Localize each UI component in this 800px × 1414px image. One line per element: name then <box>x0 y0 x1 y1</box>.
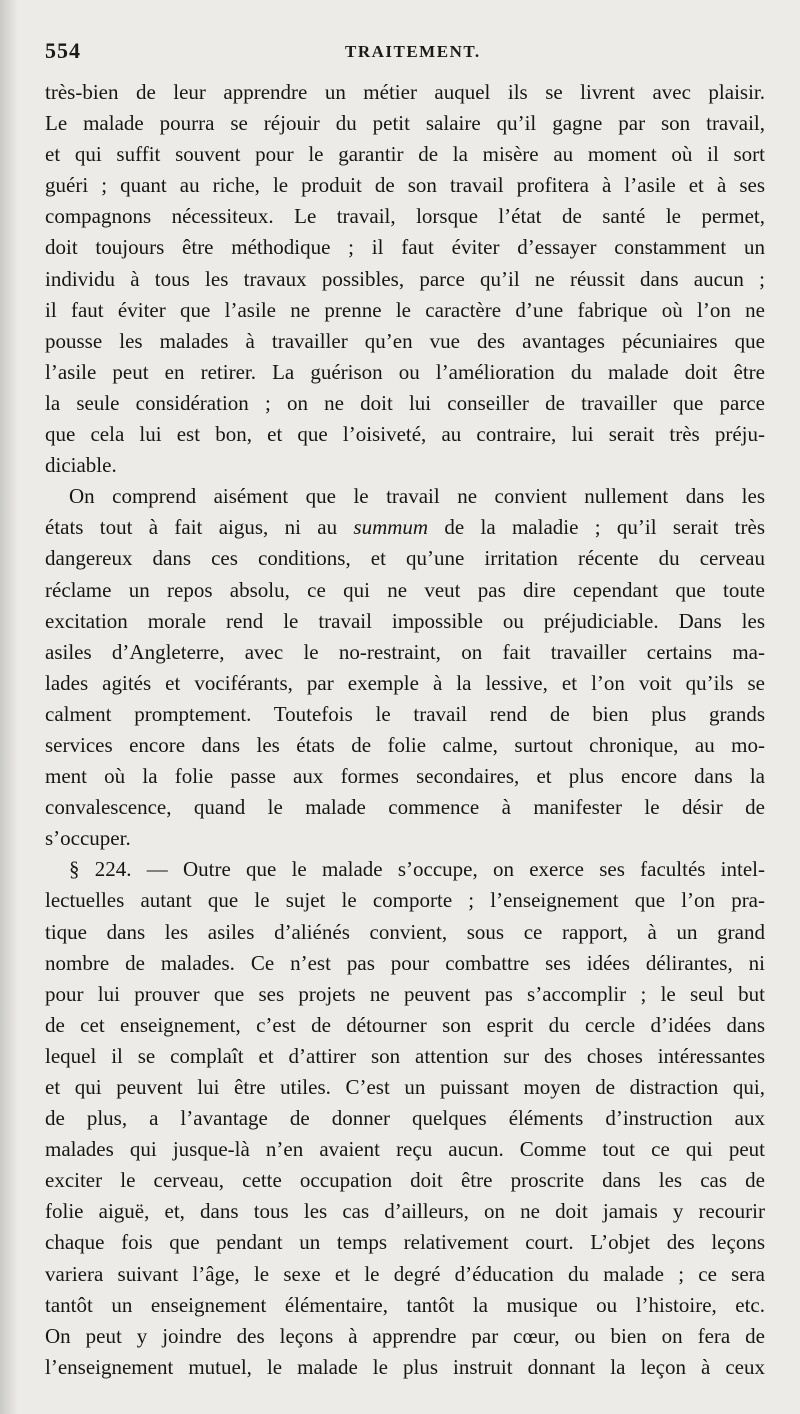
text-segment: états tout à fait aigus, ni au <box>45 515 354 540</box>
text-line: pousse les malades à travailler qu’en vue des avantages pécuniaires que <box>45 328 765 353</box>
text-line: individu à tous les travaux possibles, parce qu’il ne réussit dans aucun ; <box>45 266 765 291</box>
text-line: variera suivant l’âge, le sexe et le degré d’éducation du malade ; ce sera <box>45 1261 765 1286</box>
text-line: s’occuper. <box>45 826 131 851</box>
text-line: chaque fois que pendant un temps relativement court. L’objet des leçons <box>45 1230 765 1255</box>
text-line: tique dans les asiles d’aliénés convient, sous ce rapport, à un grand <box>45 919 765 944</box>
text-line: convalescence, quand le malade commence à manifester le désir de <box>45 795 765 820</box>
running-head: TRAITEMENT. <box>345 42 481 61</box>
text-line: calment promptement. Toutefois le travail rend de bien plus grands <box>45 701 765 726</box>
page-header <box>45 38 765 68</box>
text-line: de plus, a l’avantage de donner quelques éléments d’instruction aux <box>45 1106 765 1131</box>
text-line: excitation morale rend le travail impossible ou préjudiciable. Dans les <box>45 608 765 633</box>
text-line: services encore dans les états de folie calme, surtout chronique, au mo- <box>45 732 765 757</box>
text-line: On peut y joindre des leçons à apprendre par cœur, ou bien on fera de <box>45 1323 765 1348</box>
binding-shadow <box>0 0 18 1414</box>
text-line: il faut éviter que l’asile ne prenne le caractère d’une fabrique où l’on ne <box>45 297 765 322</box>
text-line: dangereux dans ces conditions, et qu’une irritation récente du cerveau <box>45 546 765 571</box>
paragraph-2 <box>45 481 765 854</box>
text-line: lequel il se complaît et d’attirer son attention sur des choses intéressantes <box>45 1043 765 1068</box>
text-line: ment où la folie passe aux formes secondaires, et plus encore dans la <box>45 764 765 789</box>
text-line: nombre de malades. Ce n’est pas pour combattre ses idées délirantes, ni <box>45 950 765 975</box>
text-line: que cela lui est bon, et que l’oisiveté, au contraire, lui serait très préju- <box>45 422 765 447</box>
text-line: tantôt un enseignement élémentaire, tantôt la musique ou l’histoire, etc. <box>45 1292 765 1317</box>
text-line: On comprend aisément que le travail ne convient nullement dans les <box>69 484 765 509</box>
text-line: compagnons nécessiteux. Le travail, lorsque l’état de santé le permet, <box>45 204 765 229</box>
text-line: très-bien de leur apprendre un métier auquel ils se livrent avec plaisir. <box>45 80 765 104</box>
text-line: de cet enseignement, c’est de détourner son esprit du cercle d’idées dans <box>45 1012 765 1037</box>
text-line-with-italic <box>45 512 765 543</box>
text-line: pour lui prouver que ses projets ne peuvent pas s’accomplir ; le seul but <box>45 981 765 1006</box>
text-line: lades agités et vociférants, par exemple à la lessive, et l’on voit qu’ils se <box>45 670 765 695</box>
page-number: 554 <box>45 38 81 63</box>
text-line: folie aiguë, et, dans tous les cas d’ailleurs, on ne doit jamais y recourir <box>45 1199 765 1224</box>
body-text <box>45 77 765 1383</box>
paragraph-3 <box>45 854 765 1383</box>
text-line: § 224. — Outre que le malade s’occupe, on exerce ses facultés intel- <box>69 857 765 882</box>
text-line: l’enseignement mutuel, le malade le plus instruit donnant la leçon à ceux <box>45 1354 765 1379</box>
text-line: guéri ; quant au riche, le produit de son travail profitera à l’asile et à ses <box>45 173 765 198</box>
text-line: réclame un repos absolu, ce qui ne veut pas dire cependant que toute <box>45 577 765 602</box>
text-line: et qui peuvent lui être utiles. C’est un puissant moyen de distraction qui, <box>45 1075 765 1099</box>
text-line: doit toujours être méthodique ; il faut éviter d’essayer constamment un <box>45 235 765 260</box>
text-line: la seule considération ; on ne doit lui conseiller de travailler que parce <box>45 390 765 415</box>
text-segment: de la maladie ; qu’il serait très <box>428 515 765 540</box>
text-line: et qui suffit souvent pour le garantir de la misère au moment où il sort <box>45 142 765 167</box>
text-line: asiles d’Angleterre, avec le no-restraint, on fait travailler certains ma- <box>45 639 765 664</box>
text-line: lectuelles autant que le sujet le comporte ; l’enseignement que l’on pra- <box>45 888 765 913</box>
text-line: diciable. <box>45 453 117 478</box>
text-line: malades qui jusque-là n’en avaient reçu aucun. Comme tout ce qui peut <box>45 1137 765 1162</box>
text-line: exciter le cerveau, cette occupation doit être proscrite dans les cas de <box>45 1168 765 1193</box>
paragraph-1 <box>45 77 765 481</box>
italic-term: summum <box>353 515 429 540</box>
text-line: Le malade pourra se réjouir du petit salaire qu’il gagne par son travail, <box>45 111 765 136</box>
text-line: l’asile peut en retirer. La guérison ou l’amélioration du malade doit être <box>45 359 765 384</box>
